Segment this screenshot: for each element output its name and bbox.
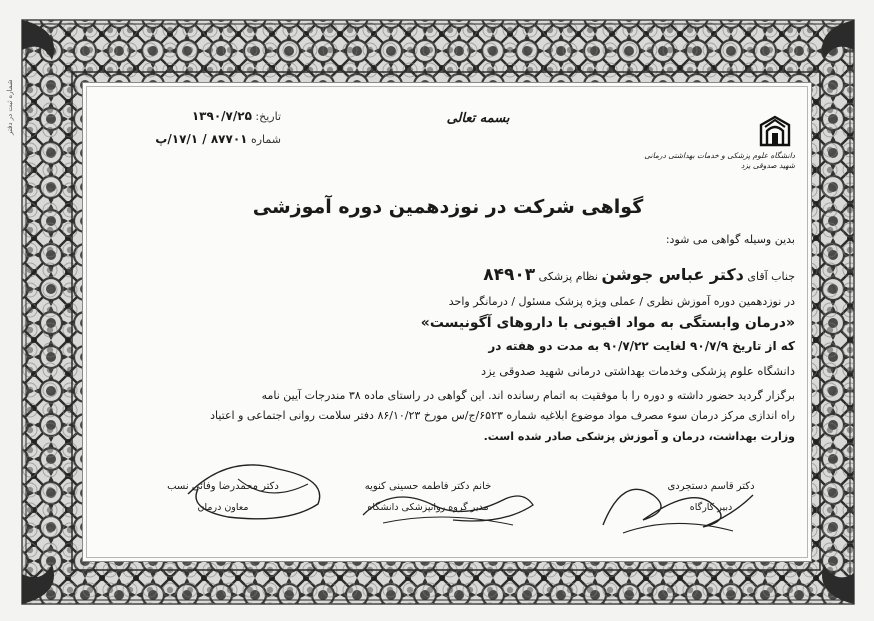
- number-label: شماره: [250, 133, 281, 146]
- body-line-2: راه اندازی مرکز درمان سوء مصرف مواد موضوع ابلاغیه شماره ۶۵۲۳/ج/س مورخ ۸۶/۱۰/۲۳ دفتر سلامت روانی اجتماعی و اعتیاد: [210, 409, 795, 422]
- nezam-label: نظام پزشکی: [538, 270, 598, 283]
- signatory-role: معاون درمان: [197, 502, 249, 513]
- body-line-1: برگزار گردید حضور داشته و دوره را با موفقیت به اتمام رسانده اند. این گواهی در راستای ماده ۳۸ مندرجات آیین نامه: [261, 389, 795, 402]
- date-number-block: [101, 105, 281, 151]
- body-line-3: وزارت بهداشت، درمان و آموزش پزشکی صادر شده است.: [483, 430, 795, 443]
- course-topic: «درمان وابستگی به مواد افیونی با داروهای آگونیست»: [420, 315, 795, 331]
- date-value: ۱۳۹۰/۷/۲۵: [191, 109, 252, 123]
- certificate-paper: [82, 82, 812, 562]
- bismillah: بسمه تعالی: [446, 111, 510, 126]
- dates-line: که از تاریخ ۹۰/۷/۹ لغایت ۹۰/۷/۲۲ به مدت دو هفته در: [488, 339, 795, 353]
- nezam-number: ۸۴۹۰۳: [483, 265, 536, 285]
- signature-block-treatment: [143, 481, 303, 513]
- signatory-name: دکتر محمدرضا وفائی نسب: [167, 481, 279, 492]
- certificate-title: گواهی شرکت در نوزدهمین دوره آموزشی: [252, 196, 644, 218]
- signature-block-psychiatry: [348, 481, 508, 513]
- university-line: دانشگاه علوم پزشکی وخدمات بهداشتی درمانی شهید صدوقی یزد: [480, 364, 795, 378]
- intro-line: بدین وسیله گواهی می شود:: [665, 233, 795, 246]
- university-name: [644, 151, 795, 171]
- signatory-role: دبیر کارگاه: [689, 502, 733, 513]
- number-value: ۸۷۷۰۱ / ۱۷/۱/پ: [155, 132, 248, 146]
- signature-block-workshop: [631, 481, 791, 513]
- university-emblem-icon: [757, 115, 793, 151]
- signatory-name: خانم دکتر فاطمه حسینی کنویه: [364, 481, 492, 492]
- recipient-line: [99, 265, 795, 285]
- signatory-name: دکتر قاسم دستجردی: [667, 481, 755, 492]
- name-prefix: جناب آقای: [747, 270, 795, 283]
- signatory-role: مدیر گروه روانپزشکی دانشگاه: [367, 502, 489, 513]
- university-name-line2: شهید صدوقی یزد: [740, 161, 795, 170]
- course-line: در نوزدهمین دوره آموزش نظری / عملی ویژه پزشک مسئول / درمانگر واحد: [448, 295, 795, 308]
- date-label: تاریخ:: [255, 110, 281, 123]
- margin-stamp-note: شماره ثبت در دفتر: [6, 79, 14, 135]
- recipient-name: دکتر عباس جوشن: [601, 265, 744, 284]
- university-logo: [644, 115, 795, 173]
- university-name-line1: دانشگاه علوم پزشکی و خدمات بهداشتی درمانی: [644, 151, 795, 160]
